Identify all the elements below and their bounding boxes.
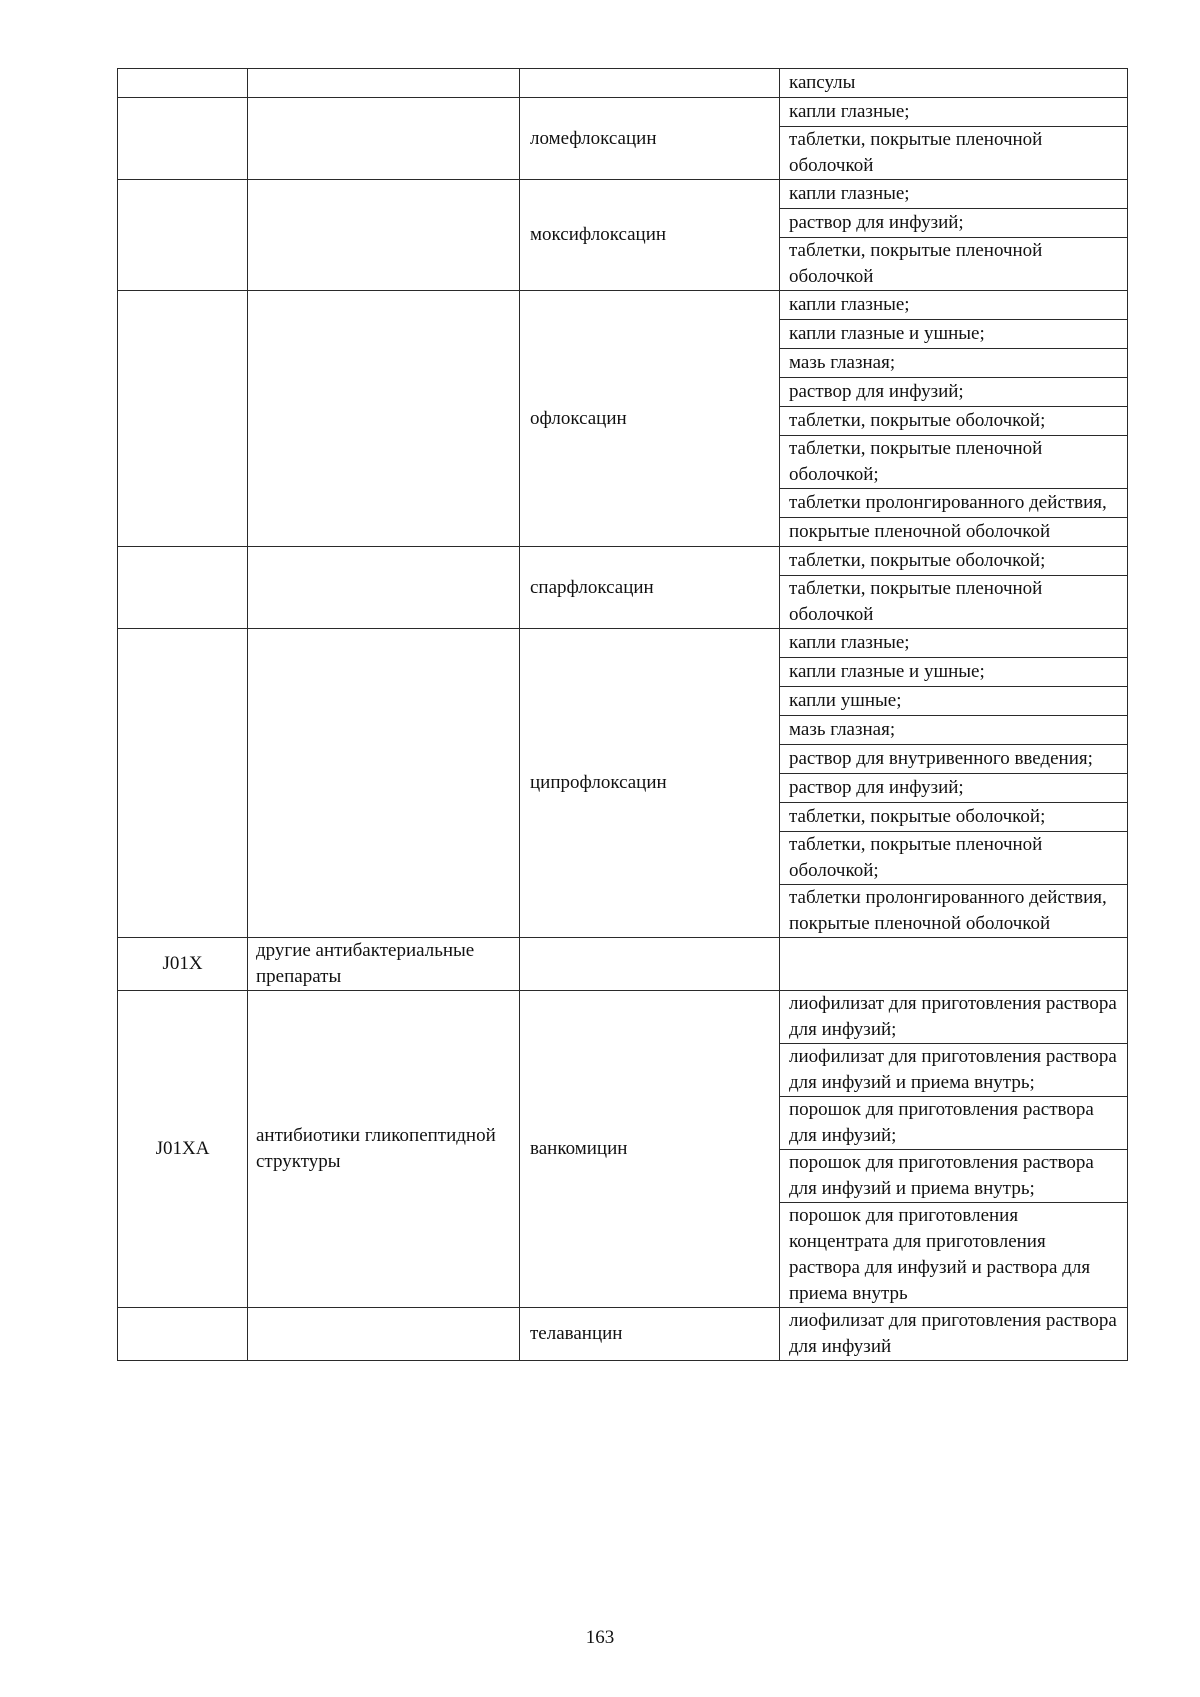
dosage-form-cell: таблетки, покрытые пленочной оболочкой [780,127,1128,180]
dosage-form-cell: капли глазные; [780,629,1128,658]
dosage-form-cell: таблетки, покрытые пленочной оболочкой; [780,832,1128,885]
atc-code-cell [118,98,248,180]
dosage-form-cell: таблетки пролонгированного действия, [780,489,1128,518]
dosage-form-cell: таблетки пролонгированного действия, покрытые пленочной оболочкой [780,885,1128,938]
dosage-form-cell [780,938,1128,991]
drug-name-cell [520,938,780,991]
table-row [118,991,1128,1044]
table-row [118,547,1128,576]
dosage-form-cell: таблетки, покрытые оболочкой; [780,803,1128,832]
table-row [118,291,1128,320]
table-row [118,1308,1128,1361]
dosage-form-cell: таблетки, покрытые пленочной оболочкой [780,238,1128,291]
dosage-form-cell: лиофилизат для приготовления раствора для инфузий и приема внутрь; [780,1044,1128,1097]
dosage-form-cell: капли глазные; [780,291,1128,320]
dosage-form-cell: таблетки, покрытые оболочкой; [780,547,1128,576]
group-name-cell [248,547,520,629]
dosage-form-cell: порошок для приготовления концентрата для приготовления раствора для инфузий и раствора для приема внутрь [780,1203,1128,1308]
atc-code-cell [118,180,248,291]
drug-name-cell [520,69,780,98]
drug-name-cell: телаванцин [520,1308,780,1361]
group-name-cell [248,629,520,938]
drug-name-cell: ванкомицин [520,991,780,1308]
dosage-form-cell: таблетки, покрытые оболочкой; [780,407,1128,436]
page-number: 163 [585,1627,615,1648]
dosage-form-cell: раствор для инфузий; [780,209,1128,238]
drug-name-cell: офлоксацин [520,291,780,547]
group-name-cell [248,98,520,180]
group-name-cell: антибиотики гликопептидной структуры [248,991,520,1308]
dosage-form-cell: капли глазные; [780,180,1128,209]
dosage-form-cell: мазь глазная; [780,716,1128,745]
table-body [118,69,1128,1361]
group-name-cell: другие антибактериальные препараты [248,938,520,991]
dosage-form-cell: капли глазные и ушные; [780,320,1128,349]
drug-table [117,68,1128,1361]
dosage-form-cell: капли глазные; [780,98,1128,127]
atc-code-cell [118,547,248,629]
drug-name-cell: моксифлоксацин [520,180,780,291]
table-row [118,69,1128,98]
dosage-form-cell: мазь глазная; [780,349,1128,378]
group-name-cell [248,291,520,547]
dosage-form-cell: раствор для инфузий; [780,774,1128,803]
atc-code-cell [118,291,248,547]
group-name-cell [248,69,520,98]
dosage-form-cell: таблетки, покрытые пленочной оболочкой; [780,436,1128,489]
dosage-form-cell: раствор для инфузий; [780,378,1128,407]
drug-name-cell: ципрофлоксацин [520,629,780,938]
drug-name-cell: спарфлоксацин [520,547,780,629]
group-name-cell [248,1308,520,1361]
dosage-form-cell: капсулы [780,69,1128,98]
atc-code-cell: J01X [118,938,248,991]
dosage-form-cell: покрытые пленочной оболочкой [780,518,1128,547]
dosage-form-cell: таблетки, покрытые пленочной оболочкой [780,576,1128,629]
table-row [118,938,1128,991]
atc-code-cell: J01XA [118,991,248,1308]
dosage-form-cell: капли глазные и ушные; [780,658,1128,687]
dosage-form-cell: лиофилизат для приготовления раствора для инфузий [780,1308,1128,1361]
atc-code-cell [118,629,248,938]
table-row [118,629,1128,658]
dosage-form-cell: раствор для внутривенного введения; [780,745,1128,774]
dosage-form-cell: лиофилизат для приготовления раствора для инфузий; [780,991,1128,1044]
dosage-form-cell: порошок для приготовления раствора для инфузий; [780,1097,1128,1150]
dosage-form-cell: порошок для приготовления раствора для инфузий и приема внутрь; [780,1150,1128,1203]
table-row [118,98,1128,127]
table-row [118,180,1128,209]
drug-name-cell: ломефлоксацин [520,98,780,180]
group-name-cell [248,180,520,291]
atc-code-cell [118,1308,248,1361]
atc-code-cell [118,69,248,98]
dosage-form-cell: капли ушные; [780,687,1128,716]
